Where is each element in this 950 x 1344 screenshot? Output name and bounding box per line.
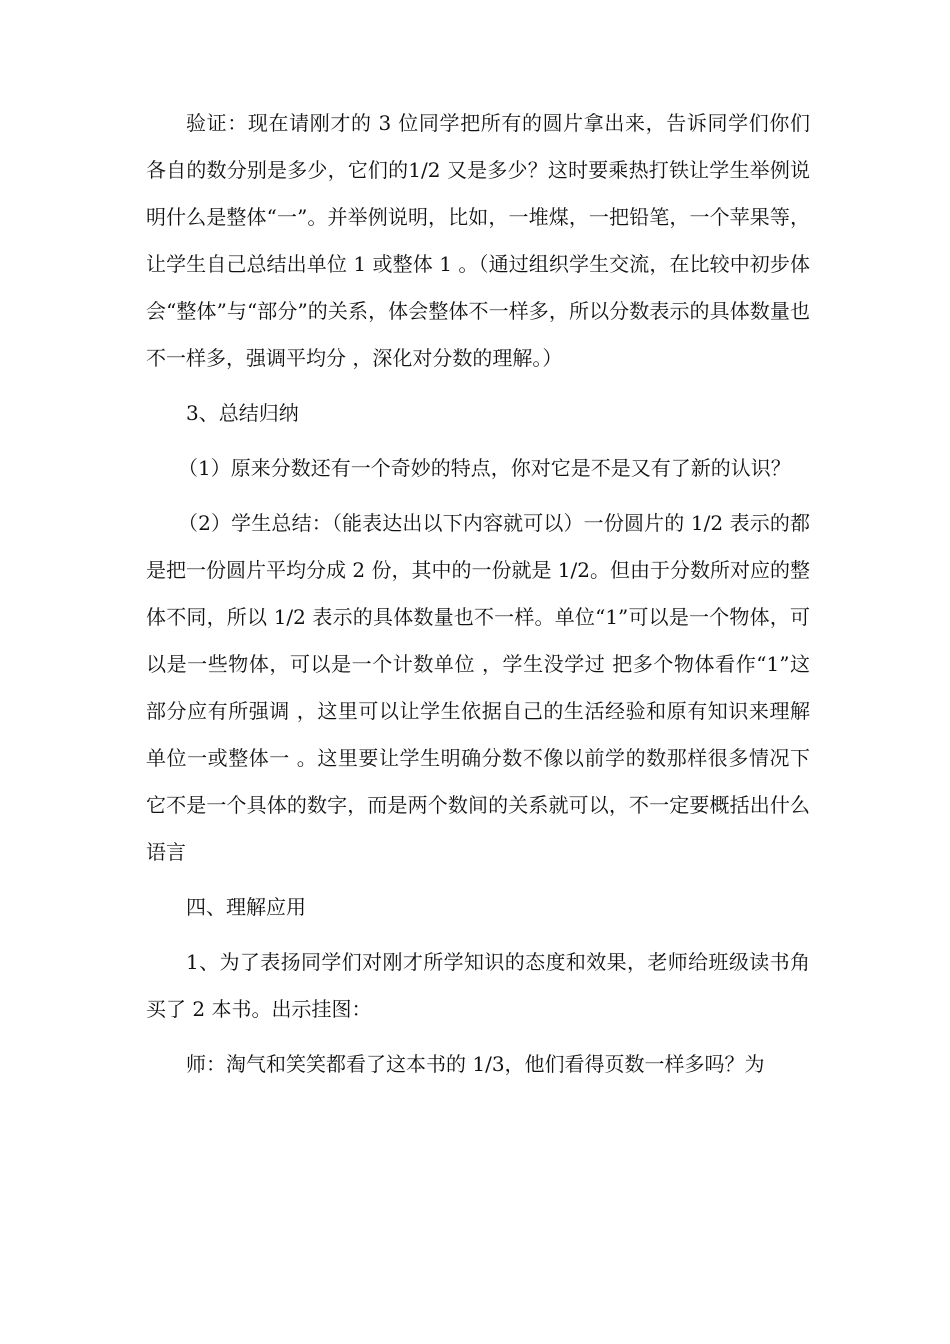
paragraph-teacher-question: 师：淘气和笑笑都看了这本书的 1/3，他们看得页数一样多吗？为 <box>186 1052 765 1076</box>
paragraph-application-1: 1、为了表扬同学们对刚才所学知识的态度和效果，老师给班级读书角买了 2 本书。出示挂图： <box>146 950 810 1021</box>
paragraph-summary-1: （1）原来分数还有一个奇妙的特点，你对它是不是又有了新的认识？ <box>178 456 791 480</box>
paragraph-summary-2: （2）学生总结：（能表达出以下内容就可以）一份圆片的 1/2 表示的都是把一份圆片平均分成 2 份，其中的一份就是 1/2。但由于分数所对应的整体不同，所以 1/2 表示的具体数量也不一样。单位“1”可以是一个物体，可以是一些物体，可以是一个计数单位 ，学生没学过 把多个物体看作“1”这部分应有所强调 ，这里可以让学生依据自己的生活经验和原有知识来理解单位一或整体一 。这里要让学生明确分数不像以前学的数那样很多情况下它不是一个具体的数字，而是两个数间的关系就可以，不一定要概括出什么语言 <box>146 511 810 864</box>
section-heading-application: 四、理解应用 <box>186 895 306 919</box>
paragraph-verification: 验证：现在请刚才的 3 位同学把所有的圆片拿出来，告诉同学们你们各自的数分别是多少，它们的1/2 又是多少？这时要乘热打铁让学生举例说明什么是整体“一”。并举例说明，比如，一堆煤，一把铅笔，一个苹果等， 让学生自己总结出单位 1 或整体 1 。（通过组织学生交流，在比较中初步体会“整体”与“部分”的关系，体会整体不一样多，所以分数表示的具体数量也不一样多，强调平均分 ，深化对分数的理解。） <box>146 111 810 370</box>
document-body <box>146 100 810 1096</box>
section-heading-summary: 3、总结归纳 <box>186 401 299 425</box>
